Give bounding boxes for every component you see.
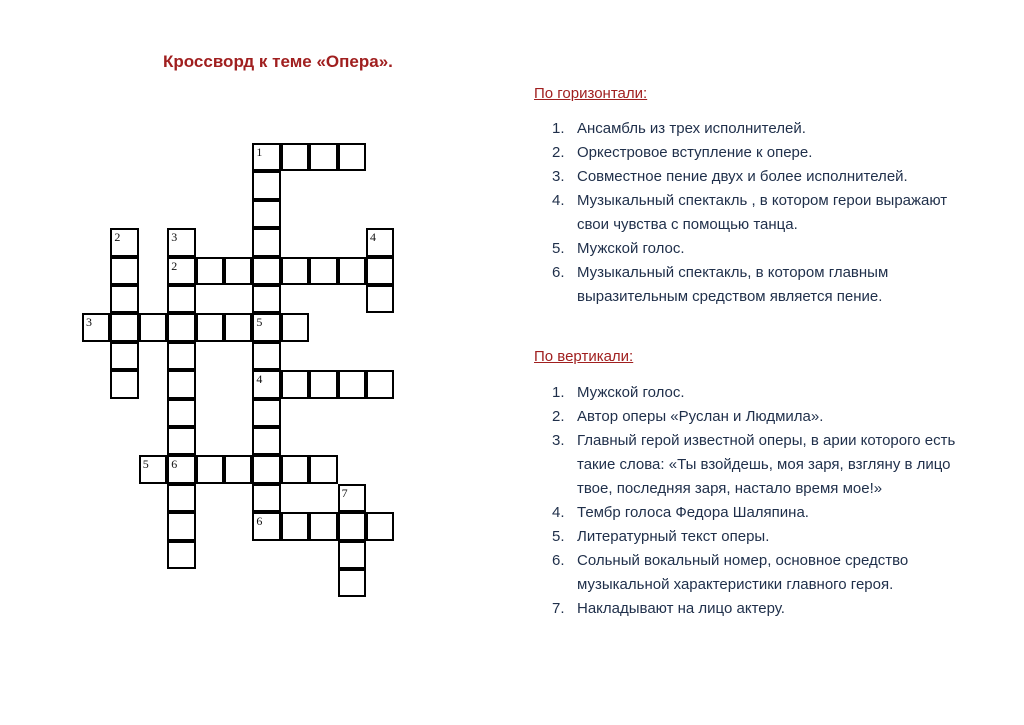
crossword-cell[interactable] [167,285,195,313]
clue-number-label: 3 [171,230,178,245]
crossword-cell[interactable] [309,143,337,171]
clue-number: 3. [552,168,565,185]
crossword-cell[interactable] [281,512,309,540]
clue-number-label: 6 [171,457,178,472]
crossword-cell[interactable] [366,370,394,398]
clue-text: Музыкальный спектакль, в котором главным выразительным средством является пение. [577,264,889,305]
crossword-cell[interactable] [139,313,167,341]
crossword-cell[interactable] [110,257,138,285]
down-clue-item [552,381,972,405]
crossword-cell[interactable] [196,455,224,483]
crossword-cell[interactable] [252,455,280,483]
clue-number: 6. [552,264,565,281]
down-clue-item [552,525,972,549]
crossword-cell[interactable] [252,228,280,256]
across-clue-item [552,141,972,165]
clue-number-label: 5 [142,457,149,472]
down-clue-item [552,501,972,525]
clue-text: Накладывают на лицо актеру. [577,600,785,617]
crossword-cell[interactable] [366,257,394,285]
clue-number-label: 3 [86,315,92,330]
across-clue-item [552,117,972,141]
crossword-cell[interactable] [167,342,195,370]
crossword-cell[interactable] [167,399,195,427]
crossword-cell[interactable] [281,370,309,398]
across-heading: По горизонтали: [534,85,648,102]
clue-text: Совместное пение двух и более исполнителей. [577,168,908,185]
crossword-cell[interactable] [224,455,252,483]
clue-text: Сольный вокальный номер, основное средство музыкальной характеристики главного героя. [577,552,909,593]
crossword-cell[interactable] [252,285,280,313]
clue-number: 5. [552,240,565,257]
crossword-cell[interactable] [167,228,195,256]
crossword-cell[interactable] [252,512,280,540]
crossword-cell[interactable] [139,455,167,483]
clue-number-label: 1 [256,145,263,159]
down-heading: По вертикали: [534,348,634,365]
clue-number: 7. [552,600,565,617]
crossword-cell[interactable] [224,257,252,285]
clue-number: 2. [552,408,565,425]
crossword-cell[interactable] [252,143,280,171]
down-clue-list [552,381,972,621]
crossword-cell[interactable] [196,313,224,341]
crossword-cell[interactable] [82,313,110,341]
crossword-cell[interactable] [252,342,280,370]
down-clue-item [552,405,972,429]
crossword-cell[interactable] [338,370,366,398]
crossword-cell[interactable] [366,285,394,313]
crossword-cell[interactable] [167,370,195,398]
crossword-cell[interactable] [338,512,366,540]
crossword-cell[interactable] [252,257,280,285]
crossword-cell[interactable] [338,569,366,597]
crossword-cell[interactable] [338,484,366,512]
crossword-cell[interactable] [338,541,366,569]
crossword-cell[interactable] [167,455,195,483]
crossword-cell[interactable] [252,370,280,398]
crossword-cell[interactable] [110,342,138,370]
crossword-cell[interactable] [281,257,309,285]
clue-text: Ансамбль из трех исполнителей. [577,120,806,137]
crossword-cell[interactable] [167,427,195,455]
clue-number: 3. [552,432,565,449]
clue-number-label: 7 [341,485,348,500]
crossword-cell[interactable] [309,455,337,483]
clue-number-label: 2 [114,230,121,245]
crossword-cell[interactable] [167,484,195,512]
clue-number-label: 2 [171,258,178,273]
clue-text: Главный герой известной оперы, в арии которого есть такие слова: «Ты взойдешь, моя заря, взгляну в лицо твое, последняя заря, настало время мое!» [577,432,956,497]
clue-number: 1. [552,384,565,401]
clue-number-label: 5 [256,315,263,330]
crossword-cell[interactable] [196,257,224,285]
crossword-cell[interactable] [338,257,366,285]
crossword-cell[interactable] [252,484,280,512]
crossword-cell[interactable] [252,313,280,341]
crossword-cell[interactable] [309,257,337,285]
across-clue-item [552,237,972,261]
across-clue-list [552,117,972,309]
crossword-cell[interactable] [366,512,394,540]
clue-text: Мужской голос. [577,384,685,401]
clue-text: Литературный текст оперы. [577,528,770,545]
crossword-cell[interactable] [224,313,252,341]
crossword-cell[interactable] [281,143,309,171]
crossword-cell[interactable] [338,143,366,171]
across-clue-item [552,261,972,309]
clue-number-label: 6 [256,514,263,529]
clue-number: 6. [552,552,565,569]
clue-text: Оркестровое вступление к опере. [577,144,813,161]
crossword-cell[interactable] [167,313,195,341]
clue-number: 2. [552,144,565,161]
crossword-cell[interactable] [281,455,309,483]
down-clue-item [552,549,972,597]
across-clue-item [552,165,972,189]
crossword-cell[interactable] [110,313,138,341]
crossword-cell[interactable] [110,228,138,256]
clue-number: 5. [552,528,565,545]
crossword-cell[interactable] [167,512,195,540]
clue-number: 4. [552,504,565,521]
clue-number-label: 4 [256,372,263,387]
crossword-cell[interactable] [309,512,337,540]
down-clue-item [552,597,972,621]
crossword-title: Кроссворд к теме «Опера». [163,52,393,71]
clue-number: 4. [552,192,565,209]
crossword-cell[interactable] [110,285,138,313]
clue-text: Автор оперы «Руслан и Людмила». [577,408,824,425]
clue-text: Тембр голоса Федора Шаляпина. [577,504,809,521]
down-clue-item [552,429,972,501]
crossword-cell[interactable] [110,370,138,398]
crossword-cell[interactable] [167,541,195,569]
clue-text: Музыкальный спектакль , в котором герои выражают свои чувства с помощью танца. [577,192,948,233]
crossword-cell[interactable] [309,370,337,398]
crossword-cell[interactable] [366,228,394,256]
crossword-cell[interactable] [252,399,280,427]
clue-text: Мужской голос. [577,240,685,257]
crossword-cell[interactable] [252,427,280,455]
across-clue-item [552,189,972,237]
clue-number-label: 4 [370,230,376,245]
crossword-cell[interactable] [252,171,280,199]
crossword-cell[interactable] [281,313,309,341]
clue-number: 1. [552,120,565,137]
crossword-cell[interactable] [252,200,280,228]
crossword-cell[interactable] [167,257,195,285]
